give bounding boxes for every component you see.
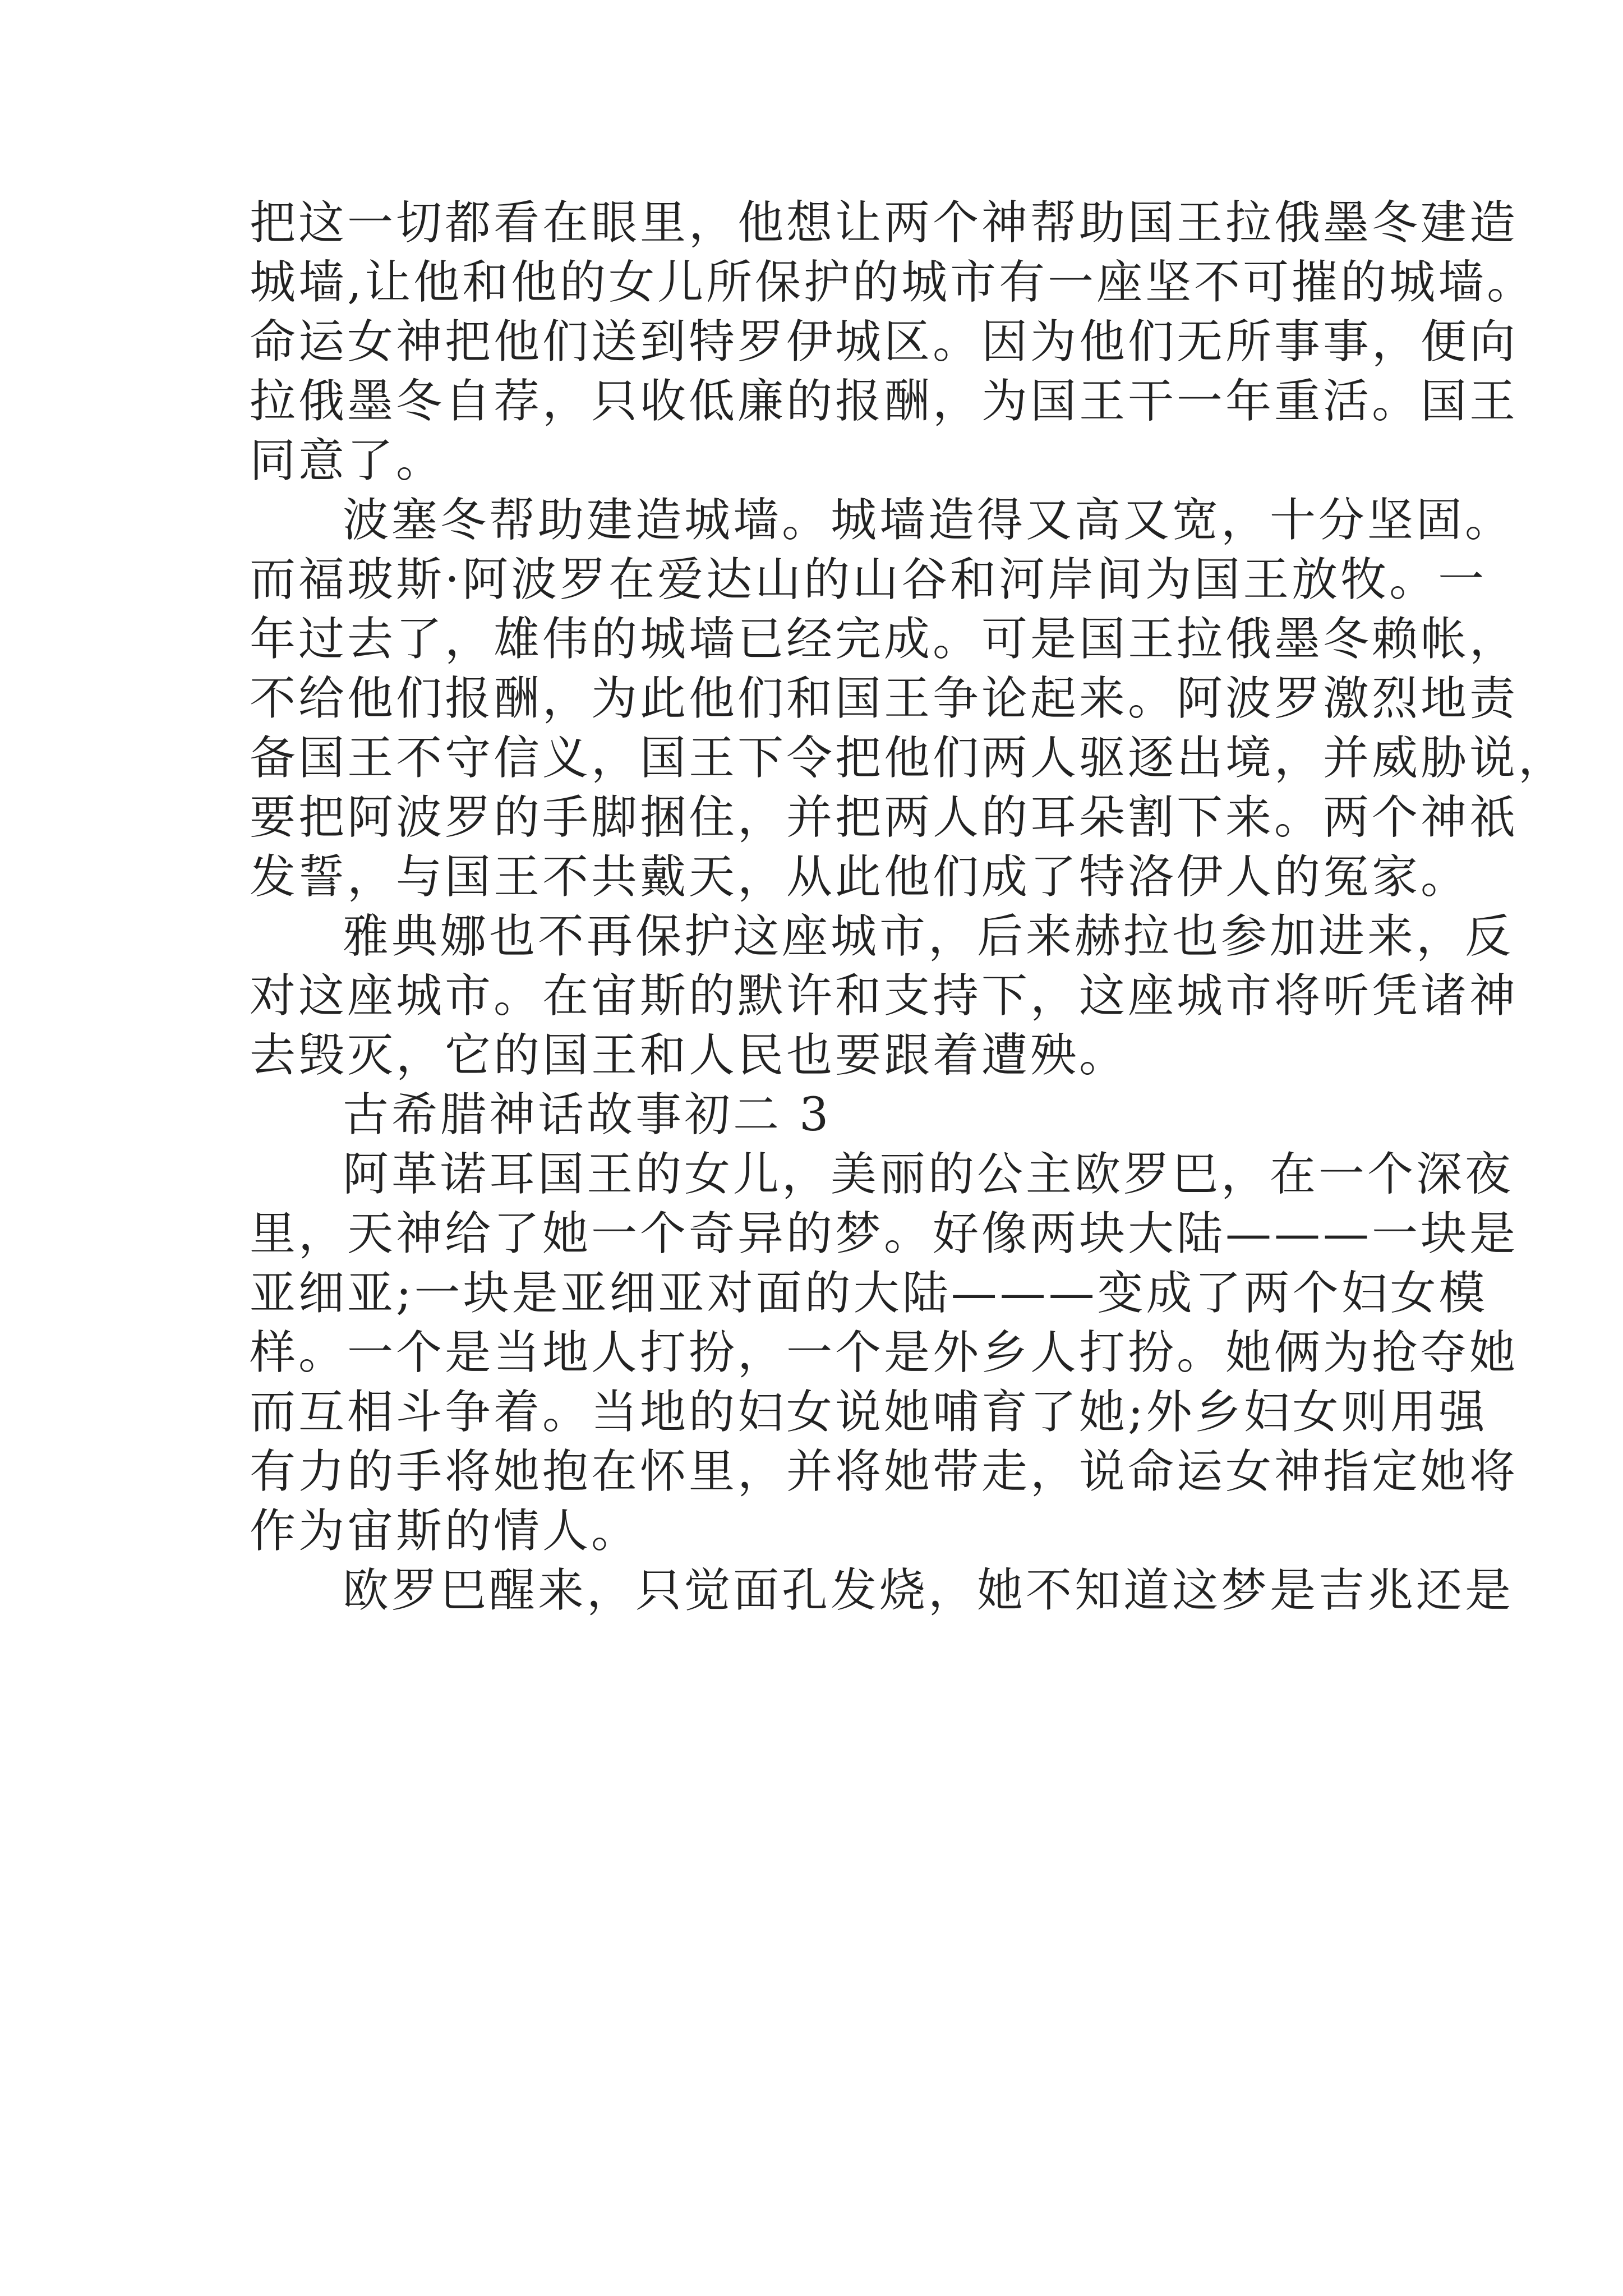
text-line: 阿革诺耳国王的女儿，美丽的公主欧罗巴，在一个深夜 — [343, 1148, 1514, 1201]
text-line: 作为宙斯的情人。 — [250, 1504, 640, 1558]
text-line: 样。一个是当地人打扮，一个是外乡人打扮。她俩为抢夺她 — [250, 1326, 1519, 1379]
text-line: 同意了。 — [250, 434, 445, 487]
text-line: 去毁灭，它的国王和人民也要跟着遭殃。 — [250, 1029, 1128, 1082]
text-line: 命运女神把他们送到特罗伊城区。因为他们无所事事，便向 — [250, 315, 1519, 369]
text-line: 有力的手将她抱在怀里，并将她带走，说命运女神指定她将 — [250, 1445, 1519, 1498]
heading-line: 古希腊神话故事初二 3 — [343, 1088, 832, 1142]
text-line: 波塞冬帮助建造城墙。城墙造得又高又宽，十分坚固。 — [343, 494, 1514, 547]
text-line: 雅典娜也不再保护这座城市，后来赫拉也参加进来，反 — [343, 910, 1514, 963]
paragraph — [250, 907, 1519, 1085]
text-line: 而互相斗争着。当地的妇女说她哺育了她;外乡妇女则用强 — [250, 1386, 1488, 1439]
text-line: 拉俄墨冬自荐，只收低廉的报酬，为国王干一年重活。国王 — [250, 375, 1519, 428]
paragraph — [250, 491, 1567, 907]
text-line: 里，天神给了她一个奇异的梦。好像两块大陆———一块是 — [250, 1207, 1519, 1260]
text-line: 亚细亚;一块是亚细亚对面的大陆———变成了两个妇女模 — [250, 1267, 1488, 1320]
text-line: 发誓，与国王不共戴天，从此他们成了特洛伊人的冤家。 — [250, 850, 1470, 904]
text-line: 年过去了，雄伟的城墙已经完成。可是国王拉俄墨冬赖帐， — [250, 613, 1519, 666]
paragraph — [250, 194, 1536, 491]
paragraph — [250, 1561, 1514, 1621]
section-heading — [250, 1085, 1455, 1145]
text-line: 而福玻斯·阿波罗在爱达山的山谷和河岸间为国王放牧。一 — [250, 553, 1487, 606]
text-line: 欧罗巴醒来，只觉面孔发烧，她不知道这梦是吉兆还是 — [343, 1564, 1514, 1617]
paragraph — [250, 1145, 1519, 1561]
text-line: 城墙,让他和他的女儿所保护的城市有一座坚不可摧的城墙。 — [250, 256, 1536, 309]
text-line: 对这座城市。在宙斯的默许和支持下，这座城市将听凭诸神 — [250, 969, 1519, 1023]
text-line: 不给他们报酬，为此他们和国王争论起来。阿波罗激烈地责 — [250, 672, 1519, 725]
text-line: 备国王不守信义，国王下令把他们两人驱逐出境，并威胁说， — [250, 731, 1567, 785]
document-body — [250, 194, 1567, 1621]
text-line: 把这一切都看在眼里，他想让两个神帮助国王拉俄墨冬建造 — [250, 196, 1519, 250]
text-line: 要把阿波罗的手脚捆住，并把两人的耳朵割下来。两个神祇 — [250, 791, 1519, 844]
